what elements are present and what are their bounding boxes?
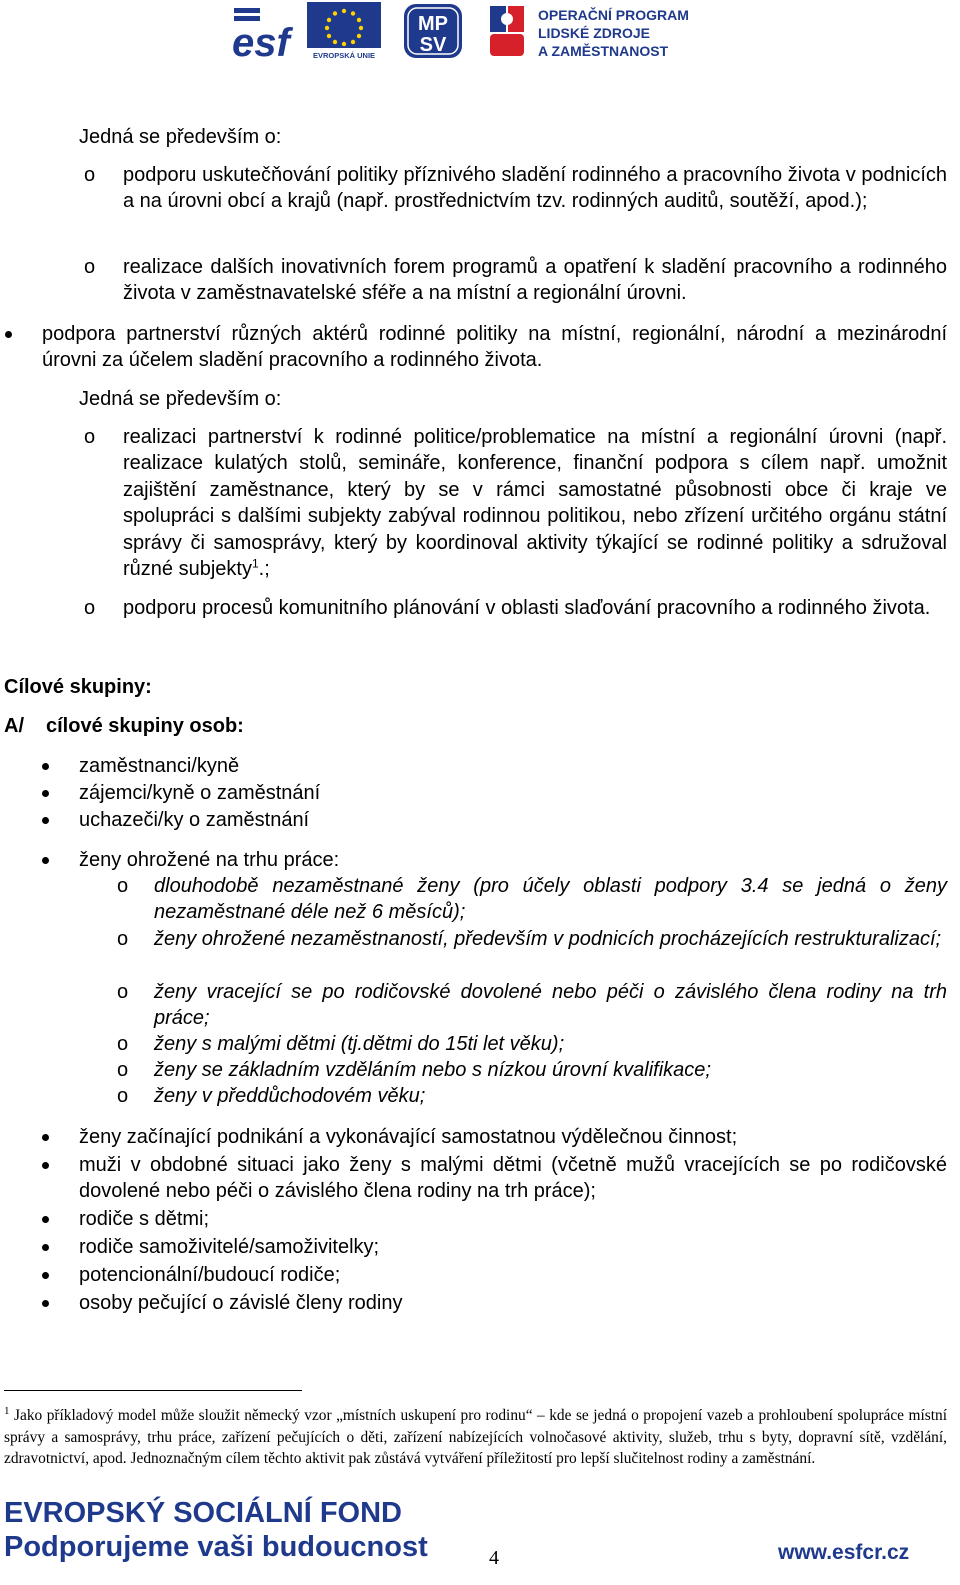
group1-item: zájemci/kyně o zaměstnání <box>79 782 321 804</box>
group3-item: ženy začínající podnikání a vykonávající samostatnou výdělečnou činnost; <box>79 1126 738 1148</box>
section1-intro: Jedná se především o: <box>79 126 282 148</box>
eu-flag-logo <box>307 2 381 60</box>
eu-logo-caption: EVROPSKÁ UNIE <box>312 51 376 60</box>
section2-intro: Jedná se především o: <box>79 388 282 410</box>
bullet-marker <box>42 790 49 797</box>
women-item: ženy vracející se po rodičovské dovolené nebo péči o závislého člena rodiny na trh práce; <box>154 981 947 1030</box>
section1-item-2: realizace dalších inovativních forem programů a opatření k sladění pracovního a rodinného života v zaměstnavatelské sféře a na místní a regionální úrovni. <box>123 256 947 305</box>
section2-item-1-suffix: .; <box>258 558 270 581</box>
bullet-marker <box>42 1300 49 1307</box>
bullet-marker <box>42 1244 49 1251</box>
target-groups-subheading: cílové skupiny osob: <box>46 715 244 737</box>
footnote-number: 1 <box>4 1404 10 1417</box>
group3-item: muži v obdobné situaci jako ženy s malými dětmi (včetně mužů vracejících se po rodičovské dovolené nebo péči o závislého člena rodiny na trh práce); <box>79 1154 947 1203</box>
partnership-bullet: podpora partnerství různých aktérů rodinné politiky na místní, regionální, národní a mezinárodní úrovni za účelem sladění pracovního a rodinného života. <box>42 323 947 372</box>
esf-logo-text: esf <box>232 21 290 60</box>
footnote-separator <box>4 1390 302 1391</box>
group1-item: uchazeči/ky o zaměstnání <box>79 809 310 831</box>
group3-item: rodiče samoživitelé/samoživitelky; <box>79 1236 380 1258</box>
bullet-marker <box>42 1272 49 1279</box>
target-groups-subheading-prefix: A/ <box>4 715 24 737</box>
target-groups-heading: Cílové skupiny: <box>4 676 152 698</box>
mpsv-logo-bottom: SV <box>419 34 447 56</box>
women-item: ženy ohrožené nezaměstnaností, především v podnicích procházejících restrukturalizací; <box>154 928 942 950</box>
op-lzz-logo <box>486 2 702 60</box>
footer-fund-name: EVROPSKÝ SOCIÁLNÍ FOND <box>4 1497 402 1529</box>
bullet-marker <box>42 817 49 824</box>
sub-bullet-marker: o <box>84 256 96 278</box>
sub-bullet-marker: o <box>117 1059 129 1081</box>
footnote-text: Jako příkladový model může sloužit německý vzor „místních uskupení pro rodinu“ – kde se jedná o propojení vazeb a prohloubení spolupráce místní správy a samosprávy, trhu práce, zařízení pečujících o děti, zařízení nabízejících volnočasové aktivity, služeb, trhu s byty, dopravní sítě, vzdělání, zdravotnictví, apod. Jednoznačným cílem těchto aktivit pak zůstává vytváření příležitostí pro lepší slučitelnost rodiny a zaměstnání. <box>4 1407 947 1468</box>
bullet-marker <box>42 857 49 864</box>
footer-slogan: Podporujeme vaši budoucnost <box>4 1531 428 1563</box>
group3-item: osoby pečující o závislé členy rodiny <box>79 1292 403 1314</box>
section2-item-1 <box>123 424 947 582</box>
sub-bullet-marker: o <box>117 1033 129 1055</box>
group1-item: zaměstnanci/kyně <box>79 755 240 777</box>
women-item: ženy se základním vzděláním nebo s nízkou úrovní kvalifikace; <box>154 1059 711 1081</box>
page-number: 4 <box>489 1547 499 1569</box>
sub-bullet-marker: o <box>84 164 96 186</box>
women-item: ženy v předdůchodovém věku; <box>154 1085 426 1107</box>
sub-bullet-marker: o <box>117 981 129 1003</box>
section2-item-2: podporu procesů komunitního plánování v oblasti slaďování pracovního a rodinného života. <box>123 597 931 619</box>
sub-bullet-marker: o <box>84 597 96 619</box>
bullet-marker <box>42 763 49 770</box>
section2-item-1-text: realizaci partnerství k rodinné politice/problematice na místní a regionální úrovni (např. realizace kulatých stolů, semináře, konference, finanční podpora s cílem např. umožnit zajištění zaměstnance, který by se v rámci samostatné působnosti obce či kraje ve spolupráci s dalšími subjekty zabýval rodinnou politikou, nebo zřízení určitého orgánu státní správy či samosprávy, který by koordinoval aktivity týkající se rodinné politiky a sdružoval různé subjekty <box>123 426 947 581</box>
group3-item: potencionální/budoucí rodiče; <box>79 1264 341 1286</box>
op-logo-line1: OPERAČNÍ PROGRAM <box>538 7 689 23</box>
footer-website[interactable]: www.esfcr.cz <box>778 1541 910 1564</box>
women-item: ženy s malými dětmi (tj.dětmi do 15ti let věku); <box>154 1033 565 1055</box>
footnote-ref: 1 <box>251 556 259 571</box>
women-item: dlouhodobě nezaměstnané ženy (pro účely oblasti podpory 3.4 se jedná o ženy nezaměstnané déle než 6 měsíců); <box>154 875 947 924</box>
esf-logo <box>230 2 304 60</box>
sub-bullet-marker: o <box>117 1085 129 1107</box>
bullet-marker <box>42 1162 49 1169</box>
footnote <box>4 1405 947 1470</box>
op-logo-line3: A ZAMĚSTNANOST <box>538 43 669 59</box>
group3-item: rodiče s dětmi; <box>79 1208 210 1230</box>
sub-bullet-marker: o <box>84 426 96 448</box>
sub-bullet-marker: o <box>117 875 129 897</box>
women-heading: ženy ohrožené na trhu práce: <box>79 849 340 871</box>
bullet-marker <box>5 331 12 338</box>
section1-item-1: podporu uskutečňování politiky příznivého sladění rodinného a pracovního života v podnicích a na úrovni obcí a krajů (např. prostřednictvím tzv. rodinných auditů, soutěží, apod.); <box>123 164 947 213</box>
mpsv-logo <box>402 2 464 60</box>
bullet-marker <box>42 1134 49 1141</box>
bullet-marker <box>42 1216 49 1223</box>
op-logo-line2: LIDSKÉ ZDROJE <box>538 25 651 41</box>
mpsv-logo-top: MP <box>418 13 448 35</box>
sub-bullet-marker: o <box>117 928 129 950</box>
